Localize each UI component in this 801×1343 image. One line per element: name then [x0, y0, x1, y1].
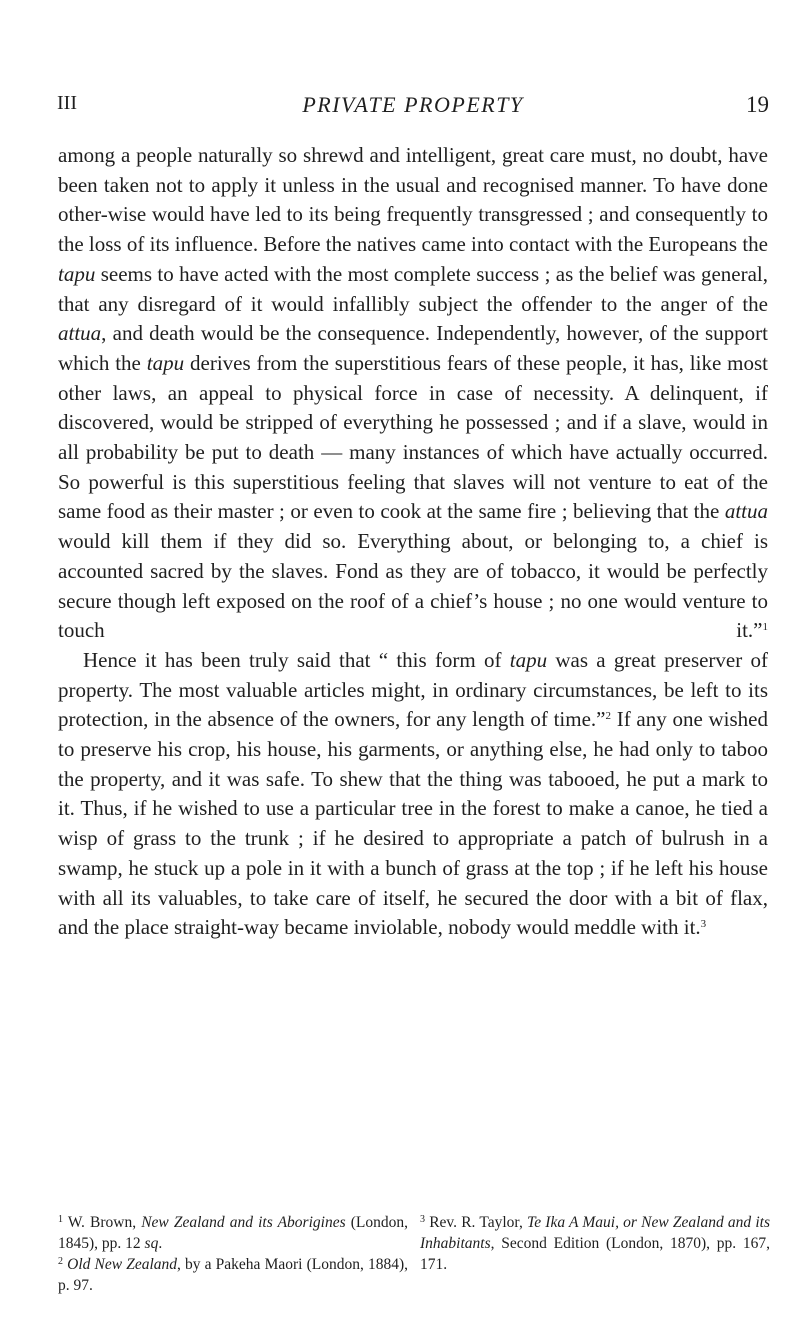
paragraph-2	[58, 646, 768, 943]
book-title: New Zealand and its Aborigines	[141, 1214, 346, 1231]
footnote-3	[420, 1212, 770, 1275]
footnote-column-left	[58, 1212, 408, 1296]
footnote-ref: 2	[605, 710, 611, 723]
text-run: (London, 1845), pp. 12	[58, 1214, 408, 1252]
text-run: Rev. R. Taylor,	[425, 1214, 528, 1231]
footnote-2	[58, 1254, 408, 1296]
footnote-number: 3	[420, 1214, 425, 1225]
text-run: , Second Edition (London, 1870), pp. 167, 171.	[420, 1235, 770, 1273]
body-text	[58, 141, 768, 943]
text-run: was a great preserver of property. The most valuable articles might, in ordinary circumstances, be left to its protection, in the absence of the owners, for any length of time.”	[58, 647, 768, 732]
text-run: seems to have acted with the most complete success ; as the belief was general, that any disregard of it would infallibly subject the offender to the anger of the	[58, 261, 768, 316]
text-run: .	[158, 1235, 163, 1252]
text-run: If any one wished to preserve his crop, his house, his garments, or anything else, he had only to taboo the property, and it was safe. To shew that the thing was tabooed, he put a mark to it. Thus, if he wished to use a particular tree in the forest to make a canoe, he tied a wisp of grass to the trunk ; if he desired to appropriate a patch of bulrush in a swamp, he stuck up a pole in it with a bunch of grass at the top ; if he left his house with all its valuables, to take care of itself, he secured the door with a bit of flax, and the place straight-way became inviolable, nobody would meddle with it.	[58, 707, 769, 940]
italic-term: attua	[58, 321, 102, 346]
footnote-1	[58, 1212, 408, 1254]
book-title: Old New Zealand	[67, 1256, 178, 1273]
italic-term: sq	[144, 1235, 159, 1252]
text-run: , by a Pakeha Maori (London, 1884), p. 97.	[58, 1256, 409, 1294]
footnote-number: 2	[58, 1256, 63, 1267]
running-header	[57, 92, 769, 122]
text-run: derives from the superstitious fears of these people, it has, like most other laws, an appeal to physical force in case of necessity. A delinquent, if discovered, would be stripped of everything he possessed ; and if a slave, would in all probability be put to death — many instances of which have actually occurred. So powerful is this superstitious feeling that slaves will not venture to eat of the same food as their master ; or even to cook at the same fire ; believing that the	[58, 350, 768, 524]
italic-term: tapu	[509, 647, 548, 672]
running-title: PRIVATE PROPERTY	[302, 92, 524, 117]
footnote-ref: 3	[700, 918, 707, 931]
italic-term: tapu	[146, 350, 185, 375]
text-run: would kill them if they did so. Everything about, or belonging to, a chief is accounted sacred by the slaves. Fond as they are of tobacco, it would be perfectly secure though left exposed on the roof of a chief’s house ; no one would venture to touch it.”	[58, 529, 768, 643]
paragraph-1	[58, 141, 768, 646]
footnote-ref: 1	[762, 621, 768, 634]
text-run: , and death would be the consequence. Independently, however, of the support which the	[58, 321, 768, 375]
italic-term: attua	[724, 499, 768, 524]
page-number: 19	[746, 92, 769, 117]
footnotes	[58, 1212, 770, 1296]
book-title: Te Ika A Maui, or New Zealand and its Inhabitants	[420, 1214, 770, 1252]
footnote-column-right	[420, 1212, 770, 1296]
chapter-number: III	[57, 92, 77, 114]
text-run: Hence it has been truly said that “ this form of	[83, 647, 510, 672]
text-run: among a people naturally so shrewd and intelligent, great care must, no doubt, have been taken not to apply it unless in the usual and recognised manner. To have done other-wise would have led to its being frequently transgressed ; and consequently to the loss of its influence. Before the natives came into contact with the Europeans the	[58, 143, 768, 257]
footnote-number: 1	[58, 1214, 63, 1225]
text-run: W. Brown,	[63, 1214, 142, 1231]
italic-term: tapu	[58, 261, 96, 286]
